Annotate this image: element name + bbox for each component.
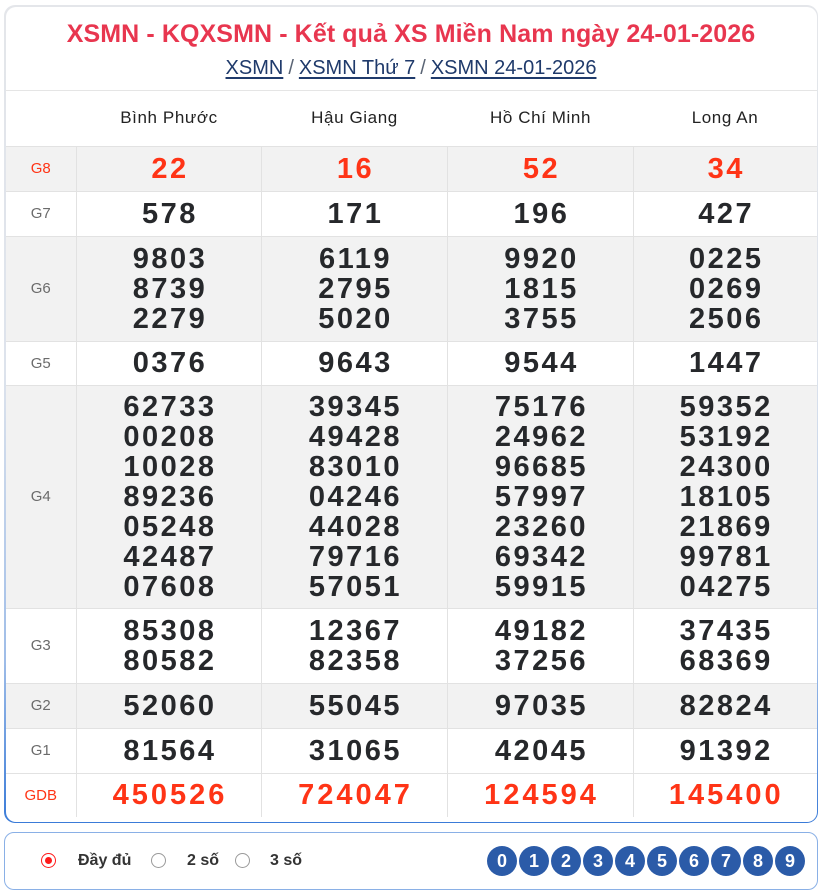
prize-label: G2 [6, 683, 77, 728]
filter-option-3-digits[interactable]: 3 số [270, 852, 303, 869]
result-number: 5020 [318, 302, 393, 335]
prize-row-g8 [6, 146, 817, 191]
result-number: 9544 [504, 347, 579, 379]
result-number: 9803 [132, 242, 208, 275]
result-number: 9643 [318, 347, 393, 379]
result-number: 68369 [679, 644, 773, 677]
result-cell [634, 236, 817, 341]
result-number: 59352 [679, 390, 773, 423]
result-cell [262, 236, 448, 341]
jackpot-number: 124594 [484, 779, 599, 812]
result-number: 39345 [308, 390, 403, 423]
digit-filter-1[interactable]: 1 [519, 846, 549, 876]
digit-filter-6[interactable]: 6 [679, 846, 709, 876]
result-number: 82358 [308, 644, 403, 677]
prize-label: G3 [6, 608, 77, 683]
result-cell [634, 191, 817, 236]
digit-filter-5[interactable]: 5 [647, 846, 677, 876]
result-cell [262, 608, 448, 683]
result-cell [634, 728, 817, 773]
result-number: 12367 [308, 614, 403, 647]
result-number: 31065 [308, 734, 403, 767]
province-header-row [6, 91, 817, 147]
result-number: 91392 [679, 734, 773, 767]
result-number: 171 [327, 197, 384, 230]
breadcrumb-link-xsmn-thu-7[interactable]: XSMN Thứ 7 [298, 56, 416, 79]
digit-filter-2[interactable]: 2 [551, 846, 581, 876]
result-cell [634, 608, 817, 683]
result-number: 07608 [123, 570, 217, 603]
result-number: 37435 [679, 614, 773, 647]
result-number: 57051 [308, 570, 403, 603]
result-cell [77, 683, 262, 728]
breadcrumb-separator: / [288, 56, 294, 79]
province-header-hau-giang: Hậu Giang [311, 108, 398, 127]
result-number: 0376 [132, 347, 208, 379]
result-cell [448, 341, 634, 385]
digit-filter-0[interactable]: 0 [487, 846, 517, 876]
result-number: 6119 [319, 242, 392, 275]
prize-row-gdb [6, 773, 817, 817]
result-number: 44028 [308, 510, 403, 543]
prize-label: GDB [6, 773, 77, 817]
result-number: 24962 [494, 420, 589, 453]
result-number: 52060 [123, 689, 217, 722]
prize-row-g7 [6, 191, 817, 236]
result-cell [77, 608, 262, 683]
result-number: 2279 [132, 302, 208, 335]
results-table [6, 91, 817, 818]
province-header-long-an: Long An [691, 108, 759, 127]
result-number: 81564 [123, 734, 217, 767]
result-number: 427 [698, 197, 755, 230]
prize-label: G6 [6, 236, 77, 341]
result-cell [448, 385, 634, 608]
result-cell [634, 385, 817, 608]
result-number: 1815 [504, 272, 579, 305]
result-cell [77, 191, 262, 236]
result-cell [448, 146, 634, 191]
result-number: 82824 [679, 689, 773, 722]
result-number: 42487 [123, 540, 217, 573]
digit-filter-4[interactable]: 4 [615, 846, 645, 876]
display-filter-bar [4, 832, 818, 890]
prize-row-g2 [6, 683, 817, 728]
result-cell [634, 773, 817, 817]
result-number: 97035 [494, 689, 589, 722]
result-number: 34 [707, 152, 745, 185]
results-header [6, 7, 817, 91]
result-cell [77, 236, 262, 341]
result-cell [262, 683, 448, 728]
result-cell [262, 773, 448, 817]
result-number: 3755 [504, 302, 579, 335]
result-number: 89236 [123, 480, 217, 513]
jackpot-number: 724047 [298, 779, 413, 812]
prize-column-header [6, 91, 77, 147]
result-number: 69342 [494, 540, 589, 573]
result-number: 18105 [679, 480, 773, 513]
result-cell [77, 341, 262, 385]
result-number: 1447 [688, 347, 764, 379]
digit-filter-8[interactable]: 8 [743, 846, 773, 876]
result-number: 79716 [308, 540, 403, 573]
result-number: 57997 [494, 480, 589, 513]
digit-filter-group [487, 846, 805, 876]
result-cell [262, 341, 448, 385]
result-cell [77, 146, 262, 191]
prize-row-g3 [6, 608, 817, 683]
result-number: 53192 [679, 420, 773, 453]
result-number: 59915 [494, 570, 589, 603]
result-cell [634, 146, 817, 191]
prize-label: G5 [6, 341, 77, 385]
page-title: XSMN - KQXSMN - Kết quả XS Miền Nam ngày 24-01-2026 [66, 19, 756, 48]
result-number: 24300 [679, 450, 773, 483]
result-number: 0225 [688, 242, 764, 275]
province-header-ho-chi-minh: Hồ Chí Minh [489, 108, 592, 127]
result-cell [448, 236, 634, 341]
result-number: 16 [336, 152, 375, 185]
result-number: 42045 [494, 734, 589, 767]
result-number: 2795 [318, 272, 393, 305]
result-number: 37256 [494, 644, 589, 677]
result-cell [448, 728, 634, 773]
result-number: 80582 [123, 644, 217, 677]
prize-row-g6 [6, 236, 817, 341]
breadcrumb-link-xsmn[interactable]: XSMN [225, 56, 284, 79]
result-cell [77, 728, 262, 773]
result-number: 83010 [308, 450, 403, 483]
prize-row-g5 [6, 341, 817, 385]
result-cell [448, 191, 634, 236]
digit-filter-3[interactable]: 3 [583, 846, 613, 876]
prize-label: G4 [6, 385, 77, 608]
prize-label: G8 [6, 146, 77, 191]
filter-option-full[interactable]: Đầy đủ [78, 852, 132, 869]
result-cell [262, 728, 448, 773]
result-number: 99781 [679, 540, 773, 573]
result-cell [77, 773, 262, 817]
result-number: 96685 [494, 450, 589, 483]
digit-filter-9[interactable]: 9 [775, 846, 805, 876]
result-cell [448, 608, 634, 683]
province-header-binh-phuoc: Bình Phước [120, 108, 218, 127]
prize-label: G1 [6, 728, 77, 773]
result-number: 04246 [308, 480, 403, 513]
jackpot-number: 450526 [112, 779, 228, 812]
result-number: 49182 [494, 614, 589, 647]
breadcrumb [6, 56, 817, 80]
prize-label: G7 [6, 191, 77, 236]
result-number: 10028 [123, 450, 217, 483]
result-cell [448, 683, 634, 728]
jackpot-number: 145400 [668, 779, 784, 812]
result-cell [262, 385, 448, 608]
results-card-inner [6, 7, 817, 822]
breadcrumb-separator: / [420, 56, 426, 79]
result-number: 62733 [123, 390, 217, 423]
radio-2-digits-icon[interactable] [151, 853, 166, 868]
result-number: 0269 [688, 272, 764, 305]
result-number: 55045 [308, 689, 403, 722]
result-number: 196 [513, 197, 570, 230]
result-number: 21869 [679, 510, 773, 543]
result-number: 05248 [123, 510, 217, 543]
prize-row-g1 [6, 728, 817, 773]
result-cell [634, 683, 817, 728]
result-number: 85308 [123, 614, 217, 647]
result-number: 00208 [123, 420, 217, 453]
radio-3-digits-icon[interactable] [235, 853, 250, 868]
result-number: 75176 [494, 390, 589, 423]
result-number: 2506 [688, 302, 764, 335]
filter-option-2-digits[interactable]: 2 số [187, 852, 220, 869]
result-cell [448, 773, 634, 817]
result-cell [262, 191, 448, 236]
result-number: 23260 [494, 510, 589, 543]
results-card [4, 5, 818, 823]
result-number: 04275 [679, 570, 773, 603]
result-number: 8739 [132, 272, 208, 305]
result-cell [262, 146, 448, 191]
result-number: 52 [522, 152, 561, 185]
result-number: 9920 [504, 242, 579, 275]
radio-full-selected-icon[interactable] [41, 853, 56, 868]
result-number: 578 [142, 197, 198, 230]
breadcrumb-link-xsmn-date[interactable]: XSMN 24-01-2026 [430, 56, 597, 79]
digit-filter-7[interactable]: 7 [711, 846, 741, 876]
result-number: 22 [151, 152, 189, 185]
result-cell [77, 385, 262, 608]
prize-row-g4 [6, 385, 817, 608]
result-cell [634, 341, 817, 385]
result-number: 49428 [308, 420, 403, 453]
